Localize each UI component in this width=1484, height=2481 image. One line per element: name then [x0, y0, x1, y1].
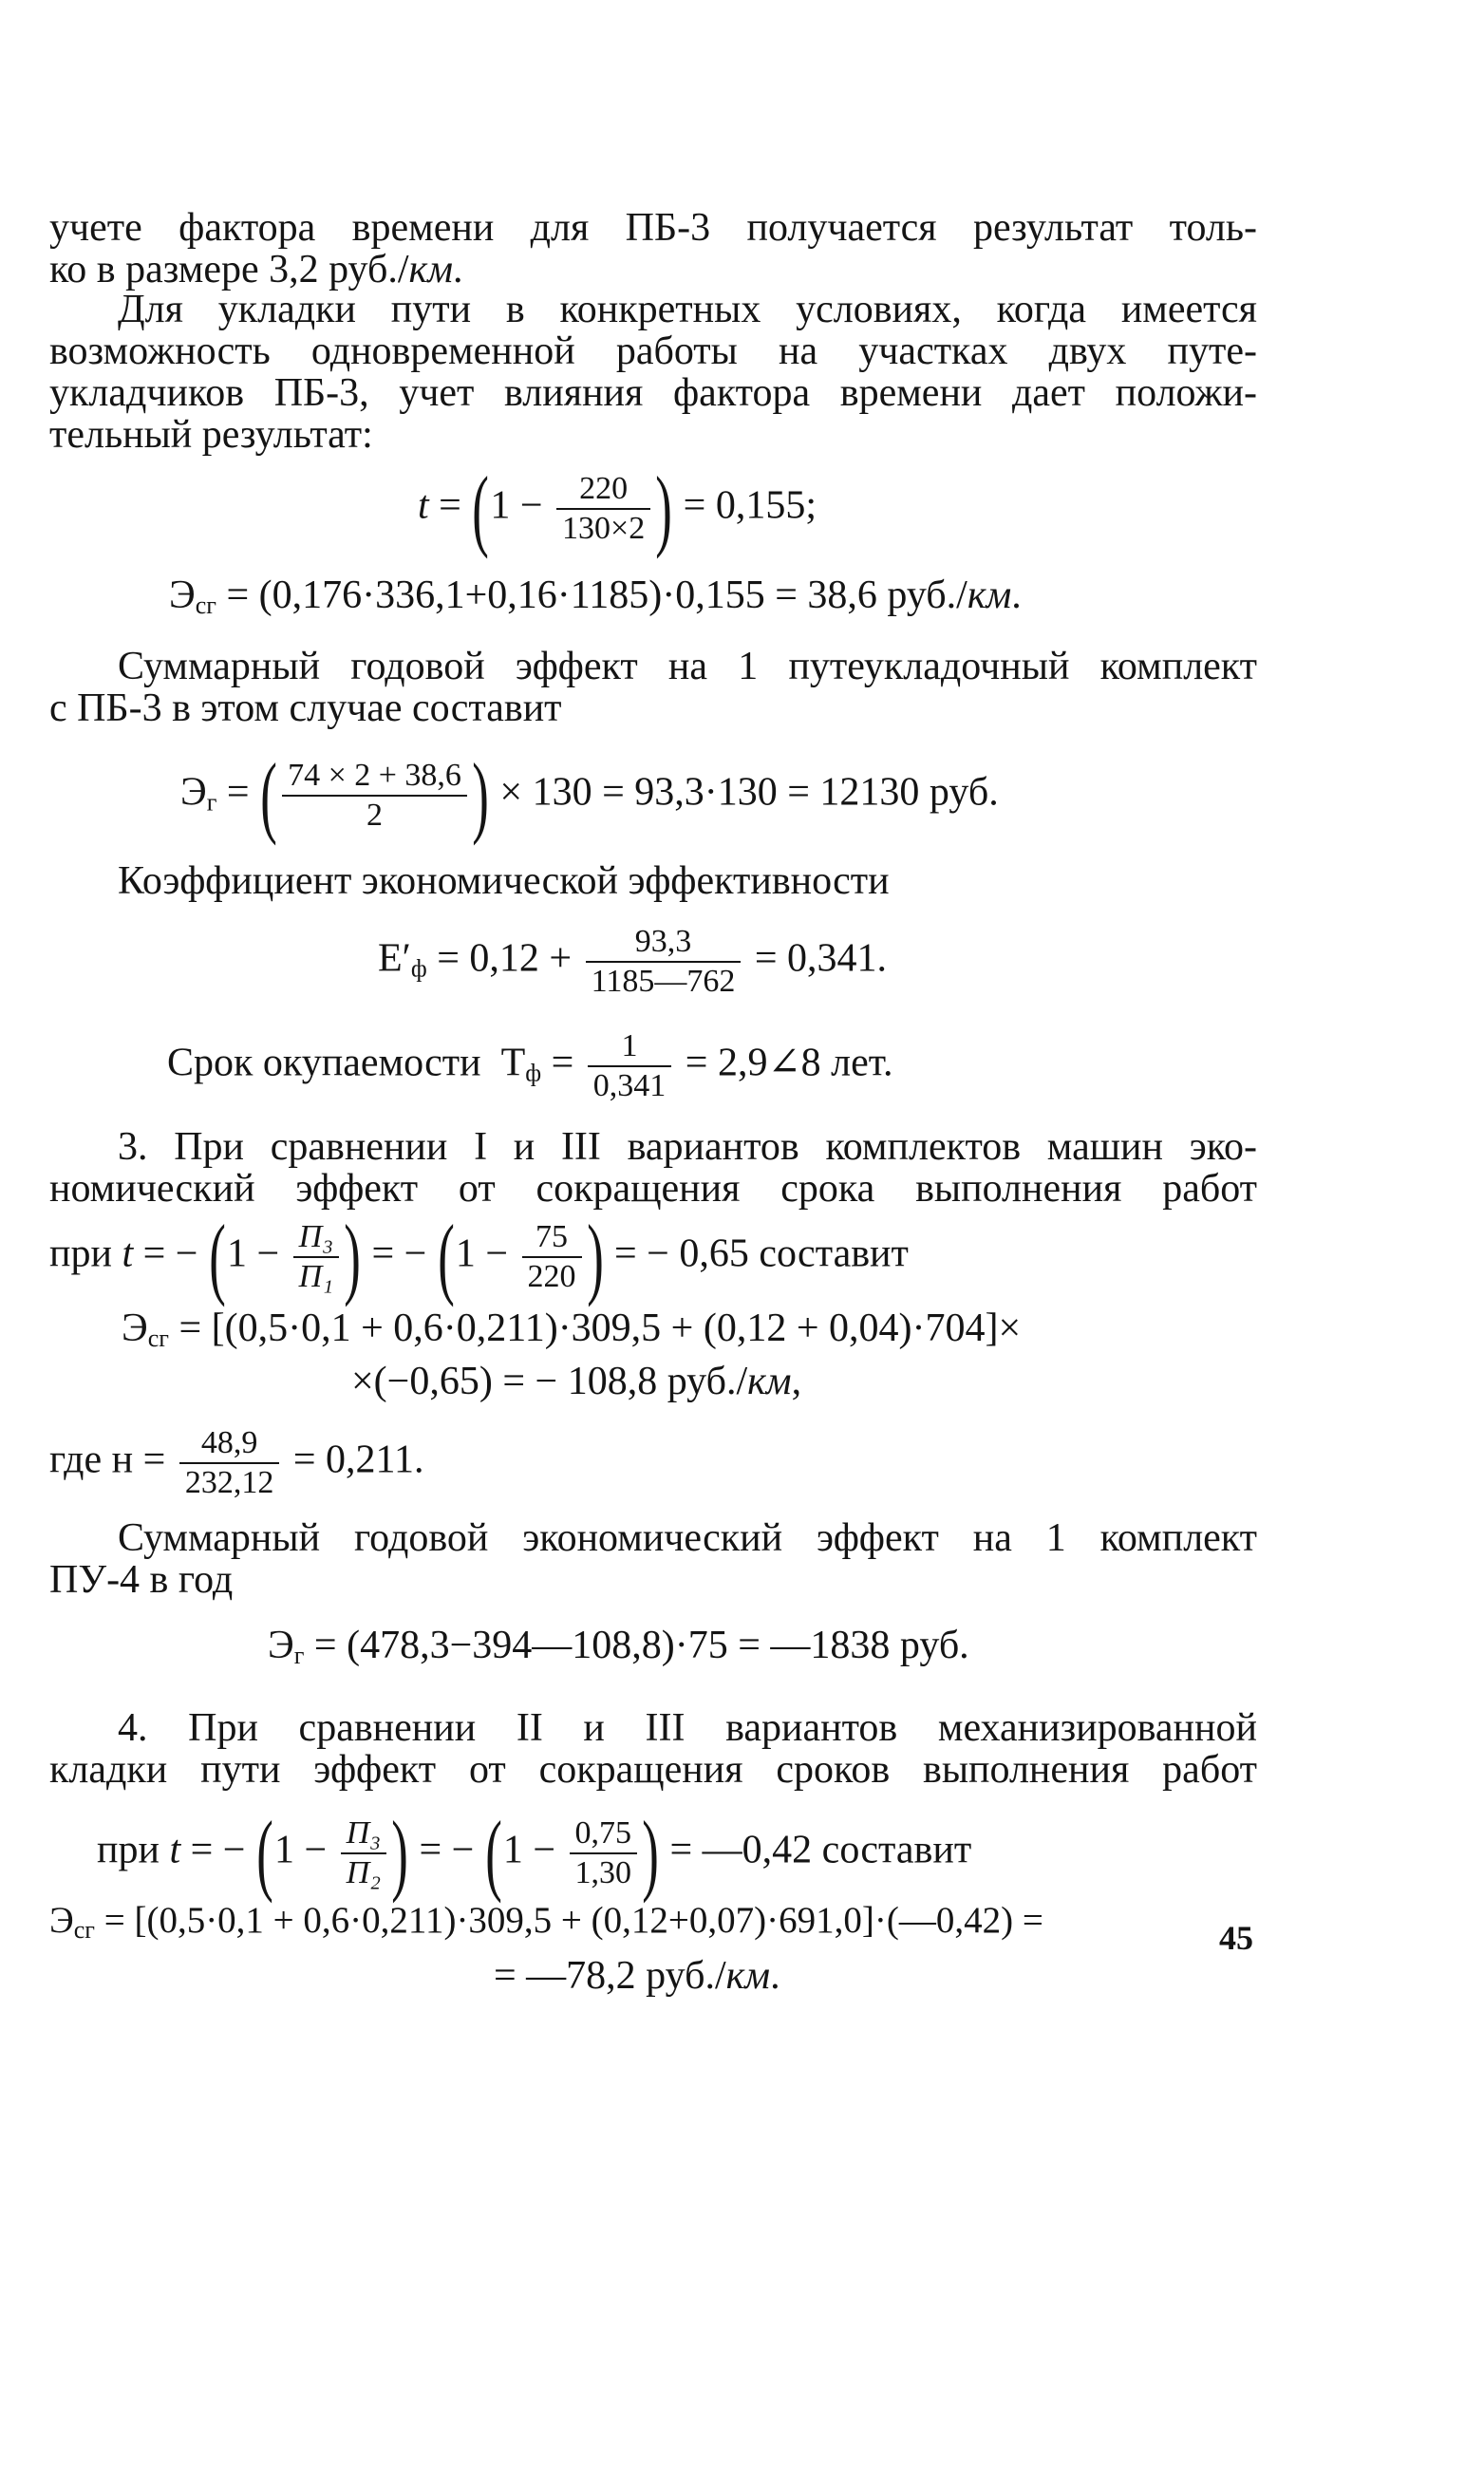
text-line: 4. При сравнении II и III вариантов механизированной — [118, 1706, 1257, 1750]
page-number: 45 — [1219, 1919, 1253, 1957]
equation-esg-2: $Э_{сг} = [(0,5\cdot 0,1 + 0,6\cdot 0,211)\cdot 309,5 + (0,12 + 0,04)\cdot 704]\times$ — [122, 1306, 1022, 1352]
equation-t-3: при t = − (1 − $\frac{\text{П₃}}{\text{П₂}}$ ) = − (1 − $\frac{0,75}{1,30}$ ) = —0,42 составит — [97, 1802, 972, 1904]
equation-esg-1: $Э_{сг} = (0,176\cdot 336,1+0,16\cdot 1185)\cdot 0,155 = 38,6$ руб./км. — [169, 573, 1022, 619]
text-line: ПУ-4 в год — [49, 1558, 234, 1602]
text-line: Для укладки пути в конкретных условиях, когда имеется — [118, 288, 1257, 331]
equation-t-2: при t = − (1 − $\frac{\text{П₃}}{\text{П₁}}$ ) = − (1 − $\frac{75}{220}$ ) = − 0,65 составит — [49, 1206, 909, 1307]
text-line: Суммарный годовой экономический эффект на 1 комплект — [118, 1516, 1257, 1560]
text-line: кладки пути эффект от сокращения сроков выполнения работ — [49, 1748, 1257, 1792]
paragraph-2 — [49, 289, 1257, 456]
paragraph-6 — [49, 1126, 1257, 1210]
text-line: возможность одновременной работы на участках двух путе- — [49, 329, 1257, 373]
equation-n: где н = $\frac{48,9}{232,12}$ = 0,211. — [49, 1425, 424, 1500]
equation-esg-3-cont: = —78,2 руб./км. — [494, 1954, 780, 1998]
text-line: укладчиков ПБ-3, учет влияния фактора времени дает положи- — [49, 371, 1257, 415]
equation-eg-2: $Э_г$ = (478,3−394—108,8)·75 = —1838 руб. — [268, 1624, 969, 1669]
equation-eph: $E'_ф = 0,12$ + $\frac{93,3}{1185—762}$ = 0,341. — [378, 924, 888, 999]
equation-payback: Срок окупаемости $T_ф$ = $\frac{1}{0,341}$ = 2,9∠8 лет. — [167, 1028, 893, 1103]
paragraph-3 — [49, 646, 1257, 729]
equation-t-1: t = (1 − $\frac{220}{130\times 2}$ ) = 0,155; — [418, 458, 817, 559]
paragraph-8 — [49, 1707, 1257, 1791]
paragraph-7 — [49, 1517, 1257, 1601]
text-line: Суммарный годовой эффект на 1 путеукладочный комплект — [118, 645, 1257, 688]
text-line: номический эффект от сокращения срока выполнения работ — [49, 1167, 1257, 1211]
text-line: тельный результат: — [49, 413, 373, 457]
text-line: с ПБ-3 в этом случае составит — [49, 686, 562, 730]
text-line: учете фактора времени для ПБ-3 получается результат толь- — [49, 206, 1257, 250]
paragraph-4 — [49, 860, 1257, 902]
paragraph-1 — [49, 207, 1257, 291]
text-line: ко в размере 3,2 руб./км. — [49, 248, 463, 291]
equation-esg-3: $Э_{сг} = [(0,5\cdot 0,1 + 0,6\cdot 0,211)\cdot 309,5$ + (0,12+0,07)·691,0]·(—0,42) = — [49, 1900, 1043, 1944]
text-line: Коэффициент экономической эффективности — [118, 859, 890, 903]
equation-eg-1: $Э_г$ = ( $\frac{74 \times 2 + 38,6}{2}$ ) × 130 = 93,3·130 = 12130 руб. — [180, 744, 999, 846]
equation-esg-2-cont: ×(−0,65) = − 108,8 руб./км, — [351, 1360, 802, 1403]
text-line: 3. При сравнении I и III вариантов комплектов машин эко- — [118, 1125, 1257, 1169]
